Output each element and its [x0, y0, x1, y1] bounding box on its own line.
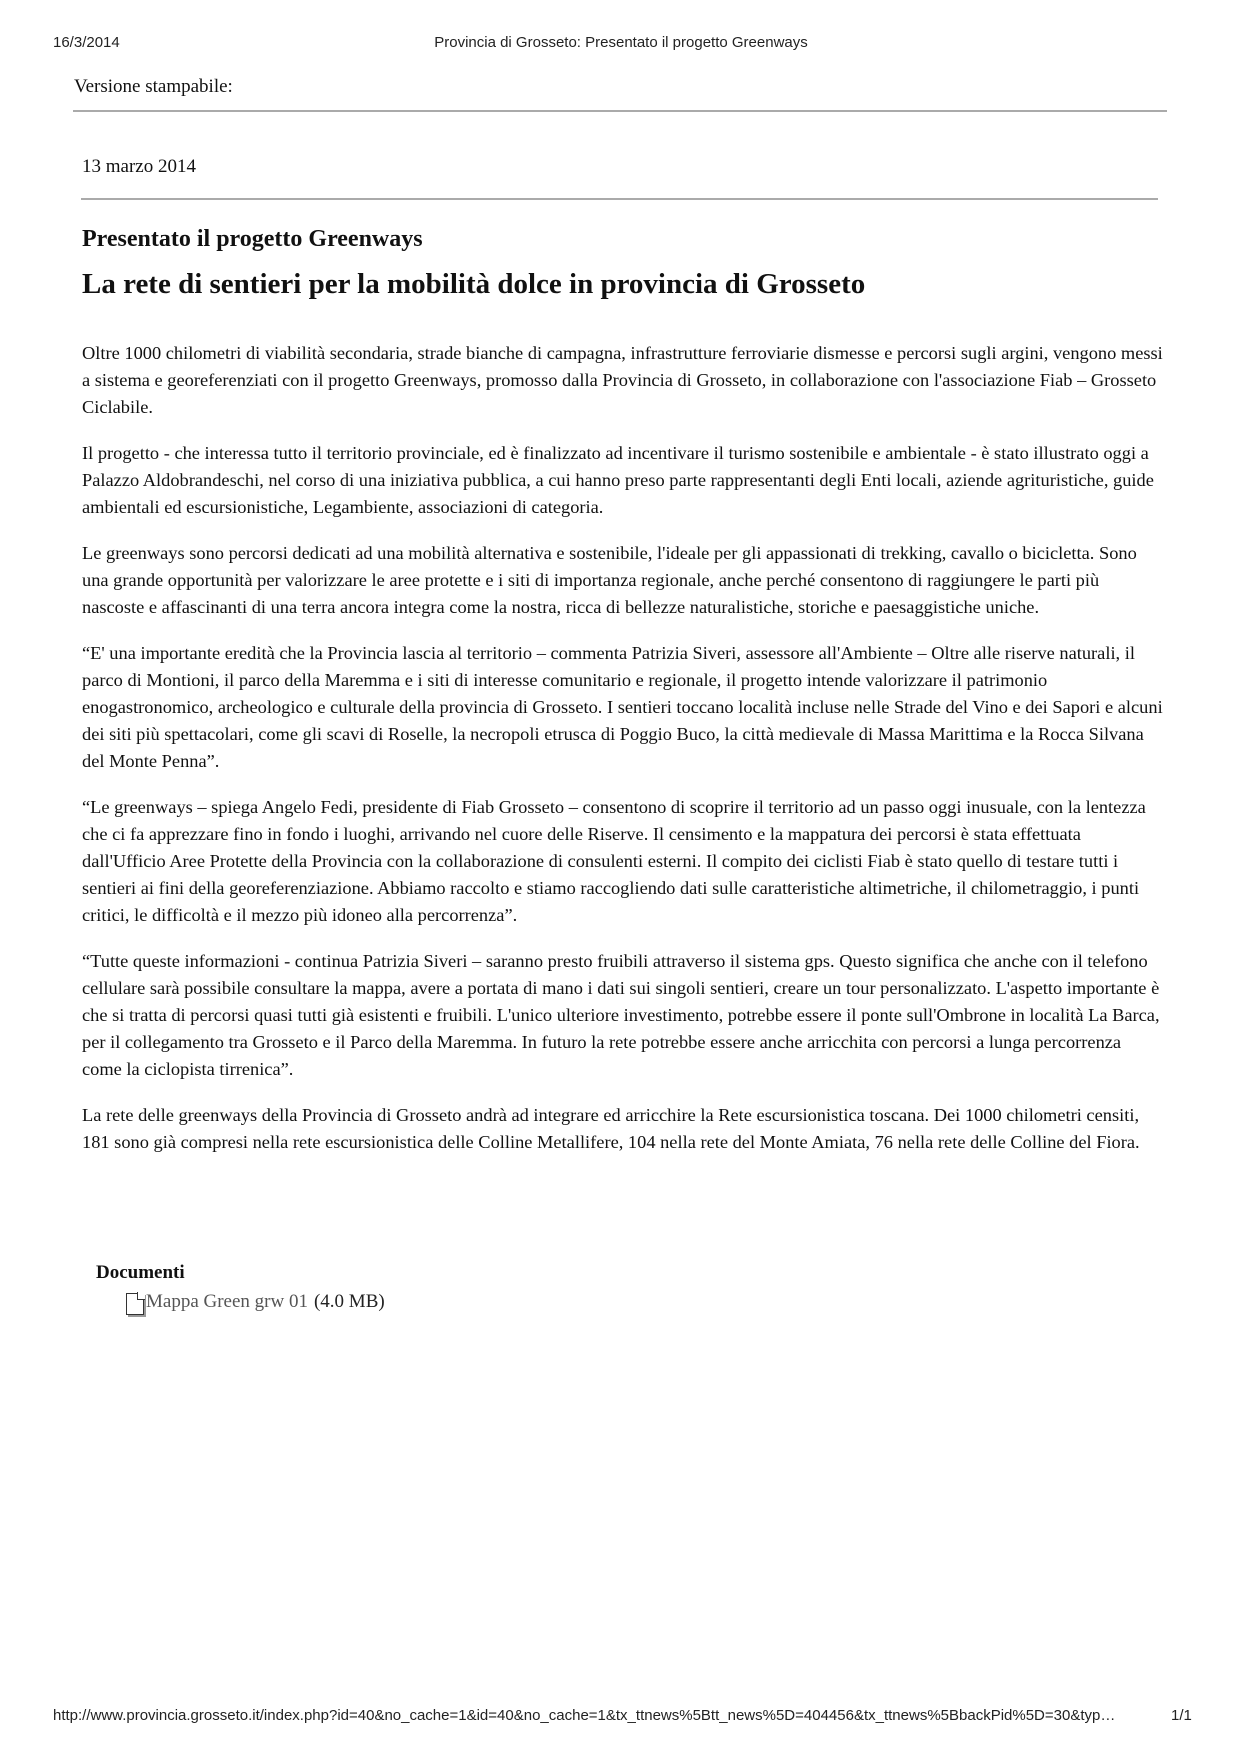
article-paragraph: Le greenways sono percorsi dedicati ad una mobilità alternativa e sostenibile, l'ideale per gli appassionati di trekking, cavallo o bicicletta. Sono una grande opportunità per valorizzare le aree protette e i siti di importanza regionale, anche perché consentono di raggiungere le parti più nascoste e affascinanti di una terra ancora integra come la nostra, ricca di bellezze naturalistiche, storiche e paesaggistiche uniche. — [82, 543, 1137, 617]
article-paragraph: “E' una importante eredità che la Provincia lascia al territorio – commenta Patrizia Siveri, assessore all'Ambiente – Oltre alle riserve naturali, il parco di Montioni, il parco della Maremma e i siti di interesse comunitario e regionale, il progetto intende valorizzare il patrimonio enogastronomico, archeologico e culturale della provincia di Grosseto. I sentieri toccano località incluse nelle Strade del Vino e dei Sapori e alcuni dei siti più spettacolari, come gli scavi di Roselle, la necropoli etrusca di Poggio Buco, la città medievale di Massa Marittima e la Rocca Silvana del Monte Penna”. — [82, 643, 1163, 771]
page-number: 1/1 — [1171, 1707, 1192, 1724]
article-paragraph: “Le greenways – spiega Angelo Fedi, presidente di Fiab Grosseto – consentono di scoprire il territorio ad un passo oggi inusuale, con la lentezza che ci fa apprezzare fino in fondo i luoghi, arrivando nel cuore delle Riserve. Il censimento e la mappatura dei percorsi è stata effettuata dall'Ufficio Aree Protette della Provincia con la collaborazione di consulenti esterni. Il compito dei ciclisti Fiab è stato quello di testare tutti i sentieri ai fini della georeferenziazione. Abbiamo raccolto e stiamo raccogliendo dati sulle caratteristiche altimetriche, il chilometraggio, i punti critici, le difficoltà e il mezzo più idoneo alla percorrenza”. — [82, 797, 1146, 925]
article-paragraph: Oltre 1000 chilometri di viabilità secondaria, strade bianche di campagna, infrastrutture ferroviarie dismesse e percorsi sugli argini, vengono messi a sistema e georeferenziati con il progetto Greenways, promosso dalla Provincia di Grosseto, in collaborazione con l'associazione Fiab – Grosseto Ciclabile. — [82, 343, 1163, 417]
document-link[interactable]: Mappa Green grw 01 — [146, 1291, 308, 1312]
print-page-title: Provincia di Grosseto: Presentato il progetto Greenways — [434, 34, 808, 51]
article-paragraph: La rete delle greenways della Provincia di Grosseto andrà ad integrare ed arricchire la Rete escursionistica toscana. Dei 1000 chilometri censiti, 181 sono già compresi nella rete escursionistica delle Colline Metallifere, 104 nella rete del Monte Amiata, 76 nella rete delle Colline del Fiora. — [82, 1105, 1140, 1152]
article — [82, 224, 1164, 1175]
documents-heading: Documenti — [96, 1262, 185, 1283]
article-body — [82, 340, 1164, 1156]
article-title: Presentato il progetto Greenways — [82, 226, 423, 252]
article-subtitle: La rete di sentieri per la mobilità dolce in provincia di Grosseto — [82, 268, 866, 300]
article-paragraph: “Tutte queste informazioni - continua Patrizia Siveri – saranno presto fruibili attraverso il sistema gps. Questo significa che anche con il telefono cellulare sarà possibile consultare la mappa, avere a portata di mano i dati sui singoli sentieri, creare un tour personalizzato. L'aspetto importante è che si tratta di percorsi quasi tutti già esistenti e fruibili. L'unico ulteriore investimento, potrebbe essere il ponte sull'Ombrone in località La Barca, per il collegamento tra Grosseto e il Parco della Maremma. In futuro la rete potrebbe essere anche arricchita con percorsi a lunga percorrenza come la ciclopista tirrenica”. — [82, 951, 1160, 1079]
page-url: http://www.provincia.grosseto.it/index.php?id=40&no_cache=1&id=40&no_cache=1&tx_ttnews%5Btt_news%5D=404456&tx_ttnews%5BbackPid%5D=30&typ… — [53, 1707, 1116, 1724]
divider — [81, 198, 1158, 200]
print-date: 16/3/2014 — [53, 34, 120, 51]
print-version-label: Versione stampabile: — [74, 76, 233, 97]
article-date: 13 marzo 2014 — [82, 156, 196, 177]
document-size: (4.0 MB) — [313, 1291, 385, 1312]
documents-section — [96, 1261, 385, 1315]
divider — [73, 110, 1167, 112]
article-paragraph: Il progetto - che interessa tutto il territorio provinciale, ed è finalizzato ad incentivare il turismo sostenibile e ambientale - è stato illustrato oggi a Palazzo Aldobrandeschi, nel corso di una iniziativa pubblica, a cui hanno preso parte rappresentanti degli Enti locali, aziende agrituristiche, guide ambientali ed escursionistiche, Legambiente, associazioni di categoria. — [82, 443, 1154, 517]
document-item — [126, 1289, 385, 1315]
file-icon — [126, 1293, 144, 1315]
